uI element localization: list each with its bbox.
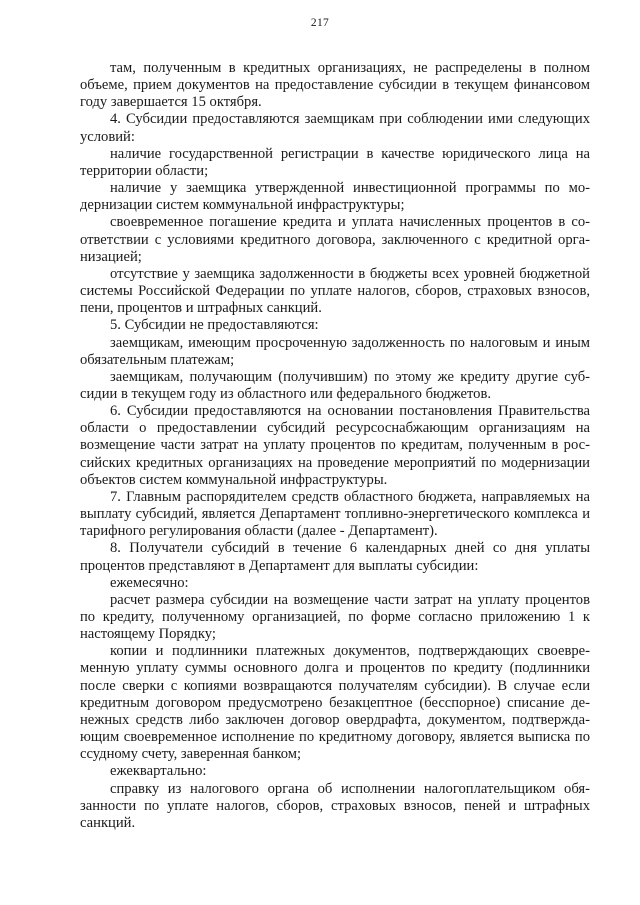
paragraph: копии и подлинники платежных документов, подтверждающих своевременную уплату суммы основного долга и процентов по кредиту (подлинники после сверки с копиями возвращаются получателям субсидии). В случае если кредитным договором предусмотрено безакцептное (бесспорное) списание денежных средств либо заключен договор овердрафта, документом, подтверждающим своевременное исполнение по кредитному договору, является выписка по ссудному счету, заверенная банком;: [80, 643, 590, 763]
page-number: 217: [310, 17, 330, 29]
body-text: [80, 60, 590, 832]
paragraph: своевременное погашение кредита и уплата начисленных процентов в соответствии с условиями кредитного договора, заключенного с кредитной организацией;: [80, 214, 590, 265]
paragraph: заемщикам, имеющим просроченную задолженность по налоговым и иным обязательным платежам;: [80, 334, 590, 368]
paragraph: ежемесячно:: [110, 574, 189, 591]
paragraph: 7. Главным распорядителем средств областного бюджета, направляемых на выплату субсидий, является Департамент топливно-энергетического комплекса и тарифного регулирования области (далее - Департамент).: [80, 488, 590, 540]
paragraph: заемщикам, получающим (получившим) по этому же кредиту другие субсидии в текущем году из областного или федерального бюджетов.: [80, 368, 590, 402]
paragraph: отсутствие у заемщика задолженности в бюджеты всех уровней бюджетной системы Российской Федерации по уплате налогов, сборов, страховых взносов, пени, процентов и штрафных санкций.: [80, 265, 590, 317]
paragraph: ежеквартально:: [110, 763, 207, 780]
paragraph: наличие государственной регистрации в качестве юридического лица на территории области;: [80, 145, 590, 179]
paragraph: 4. Субсидии предоставляются заемщикам при соблюдении ими следующих условий:: [80, 111, 590, 145]
paragraph: 6. Субсидии предоставляются на основании постановления Правительства области о предоставлении субсидий ресурсоснабжающим организациям на возмещение части затрат на уплату процентов по кредитам, полученным в российских кредитных организациях на проведение мероприятий по модернизации объектов систем коммунальной инфраструктуры.: [80, 403, 590, 488]
paragraph: 5. Субсидии не предоставляются:: [110, 317, 319, 334]
paragraph: расчет размера субсидии на возмещение части затрат на уплату процентов по кредиту, полученному организацией, по форме согласно приложению 1 к настоящему Порядку;: [80, 591, 590, 643]
paragraph: наличие у заемщика утвержденной инвестиционной программы по модернизации систем коммунальной инфраструктуры;: [80, 180, 590, 214]
paragraph: там, полученным в кредитных организациях, не распределены в полном объеме, прием документов на предоставление субсидии в текущем финансовом году завершается 15 октября.: [80, 60, 590, 111]
paragraph: 8. Получатели субсидий в течение 6 календарных дней со дня уплаты процентов представляют в Департамент для выплаты субсидии:: [80, 540, 590, 574]
paragraph: справку из налогового органа об исполнении налогоплательщиком обязанности по уплате налогов, сборов, страховых взносов, пеней и штрафных санкций.: [80, 780, 590, 831]
